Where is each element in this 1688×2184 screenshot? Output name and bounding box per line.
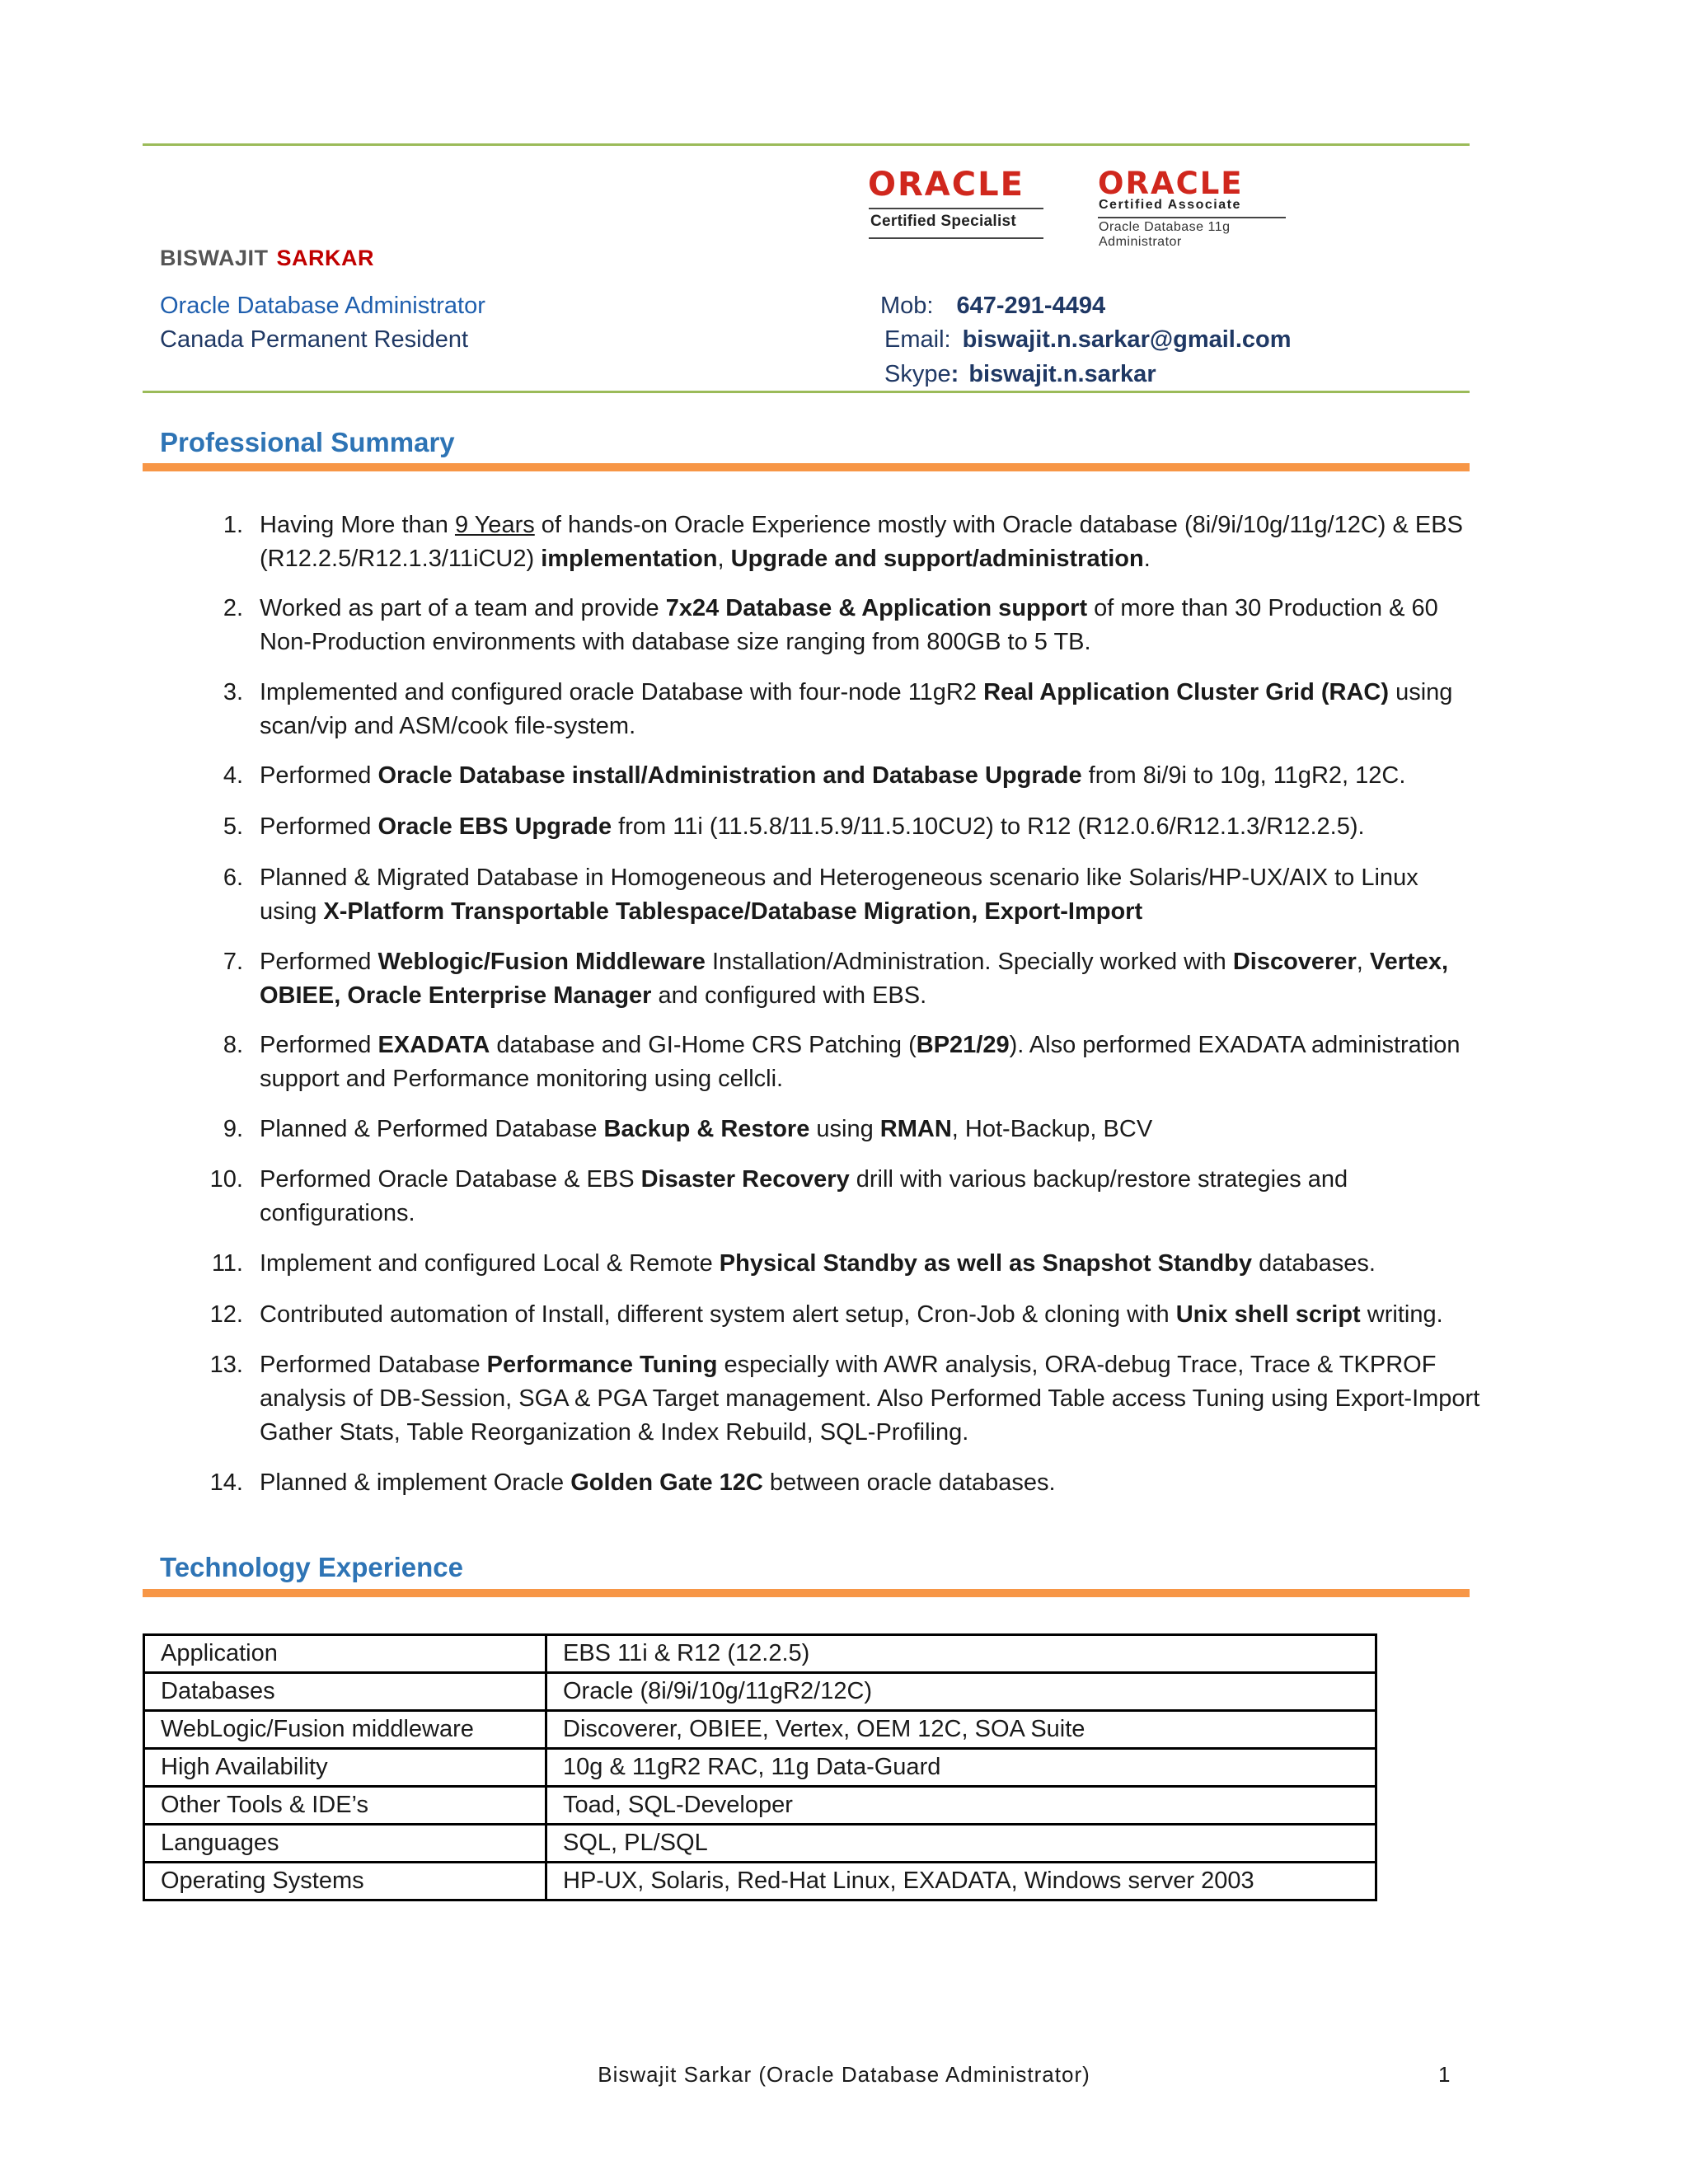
page-number: 1 — [1438, 2062, 1451, 2087]
table-row: WebLogic/Fusion middleware Discoverer, OBIEE, Vertex, OEM 12C, SOA Suite — [144, 1711, 1376, 1749]
table-row: Other Tools & IDE’s Toad, SQL-Developer — [144, 1787, 1376, 1825]
mobile-contact: Mob: 647-291-4494 — [880, 293, 1106, 319]
technology-orange-rule — [143, 1589, 1470, 1597]
last-name: SARKAR — [276, 246, 375, 270]
professional-summary-heading: Professional Summary — [160, 427, 455, 457]
technology-table — [143, 1633, 1377, 1901]
table-row: Application EBS 11i & R12 (12.2.5) — [144, 1635, 1376, 1673]
job-title: Oracle Database Administrator — [160, 293, 485, 319]
skype-id[interactable]: biswajit.n.sarkar — [968, 361, 1156, 387]
page-footer: Biswajit Sarkar (Oracle Database Administrator) — [598, 2062, 1090, 2087]
email-link[interactable]: biswajit.n.sarkar@gmail.com — [962, 326, 1292, 353]
table-row: Languages SQL, PL/SQL — [144, 1825, 1376, 1863]
candidate-name — [160, 246, 374, 271]
table-row: High Availability 10g & 11gR2 RAC, 11g Data-Guard — [144, 1749, 1376, 1787]
header-divider — [143, 391, 1470, 393]
oracle-certified-specialist-logo: ORACLE Certified Specialist — [864, 165, 1049, 247]
top-divider — [143, 143, 1470, 146]
technology-experience-heading: Technology Experience — [160, 1552, 463, 1582]
skype-contact: Skype: biswajit.n.sarkar — [884, 361, 1156, 387]
first-name: BISWAJIT — [160, 246, 269, 270]
table-row: Databases Oracle (8i/9i/10g/11gR2/12C) — [144, 1673, 1376, 1711]
mobile-number[interactable]: 647-291-4494 — [956, 293, 1106, 319]
oracle-certified-associate-logo: ORACLE Certified Associate Oracle Database 11g Administrator — [1095, 165, 1292, 255]
residency-status: Canada Permanent Resident — [160, 326, 469, 353]
table-row: Operating Systems HP-UX, Solaris, Red-Hat Linux, EXADATA, Windows server 2003 — [144, 1863, 1376, 1900]
summary-orange-rule — [143, 463, 1470, 471]
email-contact: Email: biswajit.n.sarkar@gmail.com — [884, 326, 1292, 353]
